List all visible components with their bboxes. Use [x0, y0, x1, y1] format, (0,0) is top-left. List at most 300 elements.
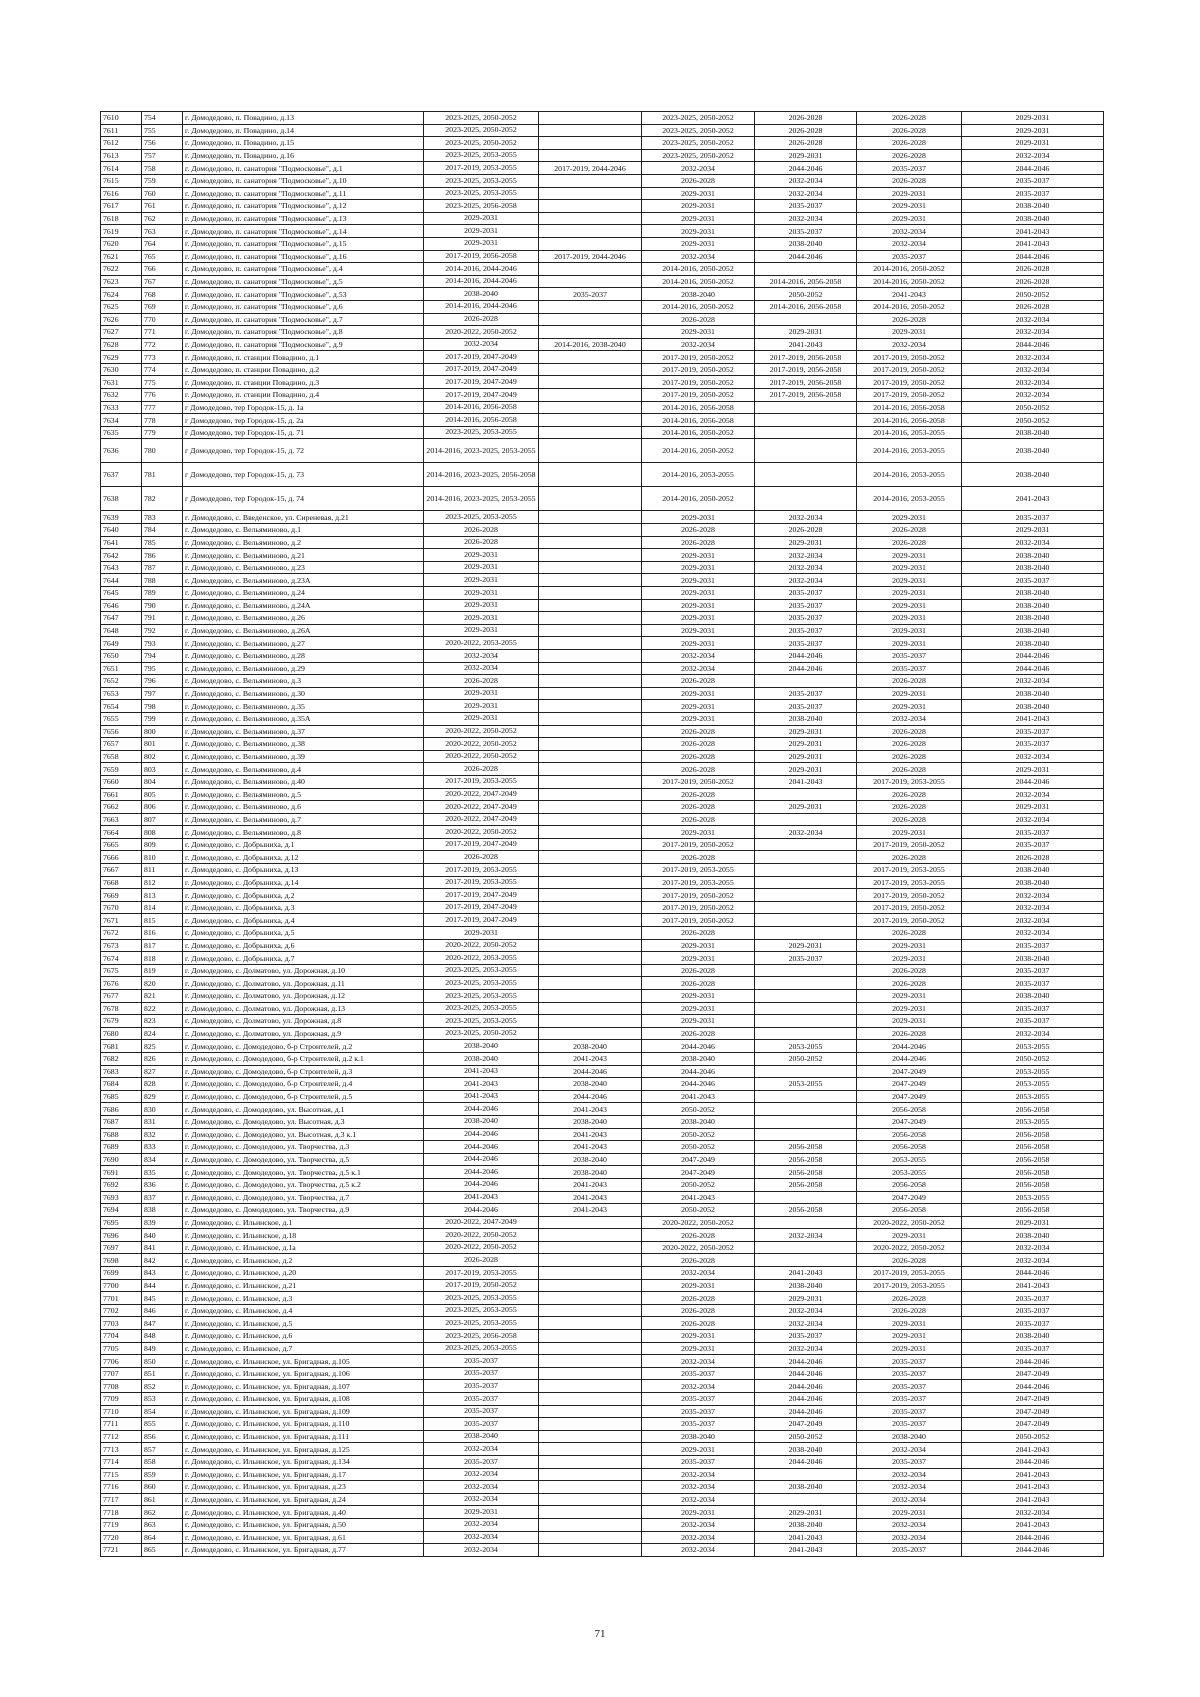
row-number-cell: 7642	[101, 549, 142, 562]
schedule-col-3-cell: 2017-2019, 2050-2052	[642, 838, 755, 851]
schedule-col-4-cell: 2032-2034	[755, 1317, 857, 1330]
address-cell: г. Домодедово, с. Ильинское, ул. Бригадная, д.107	[183, 1380, 424, 1393]
building-id-cell: 781	[142, 463, 183, 487]
schedule-col-2-cell	[539, 801, 642, 814]
schedule-col-6-cell: 2038-2040	[962, 599, 1104, 612]
row-number-cell: 7650	[101, 649, 142, 662]
schedule-col-4-cell	[755, 1468, 857, 1481]
building-id-cell: 863	[142, 1518, 183, 1531]
row-number-cell: 7656	[101, 725, 142, 738]
building-id-cell: 764	[142, 237, 183, 250]
address-cell: г. Домодедово, с. Ильинское, д.5	[183, 1317, 424, 1330]
row-number-cell: 7688	[101, 1128, 142, 1141]
schedule-col-4-cell	[755, 964, 857, 977]
schedule-col-2-cell: 2041-2043	[539, 1178, 642, 1191]
table-row	[101, 1418, 1104, 1431]
table-row	[101, 1065, 1104, 1078]
schedule-col-5-cell: 2029-2031	[857, 826, 962, 839]
schedule-col-2-cell: 2017-2019, 2044-2046	[539, 162, 642, 175]
row-number-cell: 7648	[101, 624, 142, 637]
building-id-cell: 815	[142, 914, 183, 927]
table-row	[101, 864, 1104, 877]
building-id-cell: 841	[142, 1241, 183, 1254]
schedule-col-1-cell: 2044-2046	[424, 1166, 539, 1179]
row-number-cell: 7680	[101, 1027, 142, 1040]
schedule-col-3-cell: 2029-2031	[642, 687, 755, 700]
row-number-cell: 7690	[101, 1153, 142, 1166]
schedule-col-4-cell: 2041-2043	[755, 1531, 857, 1544]
schedule-col-6-cell: 2032-2034	[962, 750, 1104, 763]
address-cell: г. Домодедово, п. санатория "Подмосковье", д.15	[183, 237, 424, 250]
schedule-col-2-cell: 2041-2043	[539, 1052, 642, 1065]
schedule-col-6-cell: 2056-2058	[962, 1166, 1104, 1179]
address-cell: г. Домодедово, с. Домодедово, ул. Высотная, д.3	[183, 1115, 424, 1128]
schedule-col-3-cell: 2029-2031	[642, 952, 755, 965]
schedule-col-1-cell: 2014-2016, 2023-2025, 2053-2055	[424, 487, 539, 511]
schedule-col-3-cell: 2026-2028	[642, 174, 755, 187]
schedule-col-3-cell: 2026-2028	[642, 1292, 755, 1305]
schedule-col-4-cell: 2026-2028	[755, 112, 857, 125]
table-row	[101, 1128, 1104, 1141]
schedule-col-6-cell: 2032-2034	[962, 1506, 1104, 1519]
schedule-col-6-cell: 2044-2046	[962, 649, 1104, 662]
schedule-col-4-cell: 2056-2058	[755, 1204, 857, 1217]
row-number-cell: 7679	[101, 1015, 142, 1028]
schedule-col-1-cell: 2035-2037	[424, 1418, 539, 1431]
schedule-col-5-cell: 2029-2031	[857, 1342, 962, 1355]
schedule-col-2-cell	[539, 511, 642, 524]
address-cell: г. Домодедово, с. Домодедово, ул. Творчества, д.5 к.2	[183, 1178, 424, 1191]
schedule-col-5-cell: 2026-2028	[857, 1292, 962, 1305]
table-row	[101, 162, 1104, 175]
schedule-col-4-cell: 2029-2031	[755, 738, 857, 751]
building-id-cell: 782	[142, 487, 183, 511]
table-row	[101, 977, 1104, 990]
address-cell: г. Домодедово, с. Вельяминово, д.39	[183, 750, 424, 763]
schedule-col-6-cell: 2035-2037	[962, 939, 1104, 952]
schedule-col-5-cell: 2032-2034	[857, 1493, 962, 1506]
building-id-cell: 786	[142, 549, 183, 562]
schedule-col-1-cell: 2044-2046	[424, 1128, 539, 1141]
row-number-cell: 7652	[101, 675, 142, 688]
schedule-col-6-cell: 2035-2037	[962, 1015, 1104, 1028]
schedule-col-3-cell: 2026-2028	[642, 927, 755, 940]
table-row	[101, 200, 1104, 213]
address-cell: г. Домодедово, с. Домодедово, б-р Строителей, д.4	[183, 1078, 424, 1091]
address-cell: г. Домодедово, с. Ильинское, д.4	[183, 1304, 424, 1317]
address-cell: г. Домодедово, с. Вельяминово, д.28	[183, 649, 424, 662]
row-number-cell: 7651	[101, 662, 142, 675]
row-number-cell: 7712	[101, 1430, 142, 1443]
schedule-col-4-cell: 2035-2037	[755, 599, 857, 612]
schedule-col-1-cell: 2038-2040	[424, 1430, 539, 1443]
address-cell: г. Домодедово, с. Ильинское, д.18	[183, 1229, 424, 1242]
table-row	[101, 700, 1104, 713]
table-row	[101, 414, 1104, 427]
row-number-cell: 7689	[101, 1141, 142, 1154]
schedule-col-2-cell	[539, 149, 642, 162]
schedule-col-1-cell: 2014-2016, 2023-2025, 2056-2058	[424, 463, 539, 487]
building-id-cell: 851	[142, 1367, 183, 1380]
schedule-col-3-cell: 2029-2031	[642, 1342, 755, 1355]
schedule-col-4-cell: 2029-2031	[755, 801, 857, 814]
schedule-col-6-cell: 2038-2040	[962, 561, 1104, 574]
schedule-col-4-cell	[755, 263, 857, 276]
schedule-col-6-cell: 2044-2046	[962, 662, 1104, 675]
row-number-cell: 7674	[101, 952, 142, 965]
table-row	[101, 225, 1104, 238]
address-cell: г. Домодедово, с. Ильинское, ул. Бригадная, д.108	[183, 1393, 424, 1406]
address-cell: г. Домодедово, с. Вельяминово, д.38	[183, 738, 424, 751]
schedule-col-1-cell: 2029-2031	[424, 700, 539, 713]
schedule-col-1-cell: 2032-2034	[424, 1443, 539, 1456]
schedule-col-3-cell: 2050-2052	[642, 1103, 755, 1116]
address-cell: г. Домодедово, с. Ильинское, д.2	[183, 1254, 424, 1267]
address-cell: г. Домодедово, с. Ильинское, ул. Бригадная, д.109	[183, 1405, 424, 1418]
schedule-col-2-cell: 2017-2019, 2044-2046	[539, 250, 642, 263]
schedule-col-4-cell: 2035-2037	[755, 624, 857, 637]
row-number-cell: 7627	[101, 326, 142, 339]
row-number-cell: 7716	[101, 1481, 142, 1494]
schedule-col-1-cell: 2023-2025, 2053-2055	[424, 511, 539, 524]
schedule-col-2-cell	[539, 200, 642, 213]
table-row	[101, 338, 1104, 351]
schedule-col-4-cell: 2029-2031	[755, 1506, 857, 1519]
schedule-col-1-cell: 2044-2046	[424, 1141, 539, 1154]
schedule-col-5-cell: 2026-2028	[857, 801, 962, 814]
table-row	[101, 750, 1104, 763]
row-number-cell: 7708	[101, 1380, 142, 1393]
schedule-col-5-cell: 2029-2031	[857, 1506, 962, 1519]
building-id-cell: 756	[142, 137, 183, 150]
schedule-col-6-cell: 2035-2037	[962, 977, 1104, 990]
building-id-cell: 770	[142, 313, 183, 326]
schedule-col-5-cell: 2032-2034	[857, 1468, 962, 1481]
schedule-col-5-cell: 2026-2028	[857, 763, 962, 776]
schedule-col-3-cell: 2026-2028	[642, 1229, 755, 1242]
row-number-cell: 7617	[101, 200, 142, 213]
schedule-col-1-cell: 2023-2025, 2053-2055	[424, 1317, 539, 1330]
schedule-col-1-cell: 2023-2025, 2053-2055	[424, 1002, 539, 1015]
address-cell: г. Домодедово, с. Вельяминово, д.26	[183, 612, 424, 625]
schedule-col-6-cell: 2050-2052	[962, 288, 1104, 301]
schedule-col-1-cell: 2017-2019, 2047-2049	[424, 901, 539, 914]
schedule-col-5-cell: 2017-2019, 2050-2052	[857, 351, 962, 364]
schedule-col-6-cell: 2038-2040	[962, 687, 1104, 700]
address-cell: г Домодедово, тер Городок-15, д. 71	[183, 426, 424, 439]
schedule-col-5-cell: 2035-2037	[857, 1544, 962, 1557]
schedule-col-6-cell: 2041-2043	[962, 1279, 1104, 1292]
table-row	[101, 599, 1104, 612]
row-number-cell: 7668	[101, 876, 142, 889]
table-row	[101, 426, 1104, 439]
address-cell: г. Домодедово, с. Домодедово, б-р Строителей, д.3	[183, 1065, 424, 1078]
row-number-cell: 7704	[101, 1330, 142, 1343]
address-cell: г. Домодедово, с. Ильинское, д.21	[183, 1279, 424, 1292]
schedule-col-1-cell: 2020-2022, 2053-2055	[424, 637, 539, 650]
row-number-cell: 7682	[101, 1052, 142, 1065]
building-id-cell: 837	[142, 1191, 183, 1204]
schedule-col-2-cell	[539, 1405, 642, 1418]
schedule-col-2-cell	[539, 587, 642, 600]
schedule-col-1-cell: 2020-2022, 2053-2055	[424, 952, 539, 965]
schedule-col-6-cell: 2032-2034	[962, 376, 1104, 389]
row-number-cell: 7659	[101, 763, 142, 776]
schedule-col-3-cell: 2023-2025, 2050-2052	[642, 137, 755, 150]
schedule-col-1-cell: 2026-2028	[424, 675, 539, 688]
schedule-col-3-cell: 2026-2028	[642, 675, 755, 688]
schedule-col-3-cell: 2029-2031	[642, 212, 755, 225]
schedule-col-1-cell: 2014-2016, 2023-2025, 2053-2055	[424, 439, 539, 463]
schedule-col-5-cell: 2017-2019, 2050-2052	[857, 838, 962, 851]
schedule-col-1-cell: 2023-2025, 2053-2055	[424, 977, 539, 990]
schedule-col-1-cell: 2032-2034	[424, 1544, 539, 1557]
row-number-cell: 7637	[101, 463, 142, 487]
schedule-col-6-cell: 2032-2034	[962, 813, 1104, 826]
schedule-col-4-cell: 2044-2046	[755, 649, 857, 662]
schedule-col-6-cell: 2041-2043	[962, 225, 1104, 238]
schedule-col-5-cell: 2017-2019, 2050-2052	[857, 901, 962, 914]
schedule-col-2-cell	[539, 1443, 642, 1456]
schedule-col-4-cell: 2050-2052	[755, 1052, 857, 1065]
schedule-col-4-cell: 2032-2034	[755, 1342, 857, 1355]
schedule-col-5-cell: 2041-2043	[857, 288, 962, 301]
schedule-col-5-cell: 2026-2028	[857, 964, 962, 977]
schedule-col-2-cell: 2038-2040	[539, 1153, 642, 1166]
schedule-col-1-cell: 2014-2016, 2044-2046	[424, 275, 539, 288]
building-id-cell: 769	[142, 300, 183, 313]
table-row	[101, 149, 1104, 162]
building-id-cell: 760	[142, 187, 183, 200]
building-id-cell: 757	[142, 149, 183, 162]
table-row	[101, 174, 1104, 187]
schedule-col-1-cell: 2014-2016, 2056-2058	[424, 401, 539, 414]
table-row	[101, 1090, 1104, 1103]
row-number-cell: 7639	[101, 511, 142, 524]
schedule-col-4-cell: 2038-2040	[755, 237, 857, 250]
row-number-cell: 7706	[101, 1355, 142, 1368]
table-row	[101, 624, 1104, 637]
schedule-col-6-cell: 2035-2037	[962, 1292, 1104, 1305]
building-id-cell: 848	[142, 1330, 183, 1343]
schedule-col-5-cell: 2053-2055	[857, 1166, 962, 1179]
schedule-col-1-cell: 2023-2025, 2053-2055	[424, 426, 539, 439]
row-number-cell: 7677	[101, 990, 142, 1003]
address-cell: г. Домодедово, с. Долматово, ул. Дорожная, д.11	[183, 977, 424, 990]
building-id-cell: 777	[142, 401, 183, 414]
schedule-col-4-cell: 2029-2031	[755, 939, 857, 952]
row-number-cell: 7611	[101, 124, 142, 137]
schedule-col-1-cell: 2032-2034	[424, 1481, 539, 1494]
schedule-col-4-cell: 2044-2046	[755, 1455, 857, 1468]
table-row	[101, 1015, 1104, 1028]
address-cell: г. Домодедово, с. Ильинское, д.6	[183, 1330, 424, 1343]
schedule-col-3-cell: 2026-2028	[642, 813, 755, 826]
schedule-col-4-cell: 2044-2046	[755, 1367, 857, 1380]
schedule-col-4-cell	[755, 838, 857, 851]
building-id-cell: 768	[142, 288, 183, 301]
schedule-col-5-cell: 2026-2028	[857, 112, 962, 125]
building-id-cell: 826	[142, 1052, 183, 1065]
address-cell: г. Домодедово, п. Повадино, д.14	[183, 124, 424, 137]
schedule-col-2-cell	[539, 725, 642, 738]
row-number-cell: 7710	[101, 1405, 142, 1418]
schedule-col-1-cell: 2035-2037	[424, 1393, 539, 1406]
schedule-col-6-cell: 2047-2049	[962, 1367, 1104, 1380]
building-id-cell: 765	[142, 250, 183, 263]
schedule-col-3-cell: 2032-2034	[642, 1493, 755, 1506]
schedule-col-5-cell: 2026-2028	[857, 137, 962, 150]
schedule-col-2-cell	[539, 1544, 642, 1557]
address-cell: г. Домодедово, с. Вельяминово, д.24	[183, 587, 424, 600]
building-id-cell: 859	[142, 1468, 183, 1481]
schedule-col-6-cell: 2029-2031	[962, 124, 1104, 137]
row-number-cell: 7672	[101, 927, 142, 940]
building-id-cell: 798	[142, 700, 183, 713]
table-row	[101, 1027, 1104, 1040]
schedule-col-4-cell: 2017-2019, 2056-2058	[755, 363, 857, 376]
schedule-col-2-cell	[539, 426, 642, 439]
table-row	[101, 763, 1104, 776]
address-cell: г. Домодедово, с. Добрыниха, д.7	[183, 952, 424, 965]
building-id-cell: 825	[142, 1040, 183, 1053]
schedule-col-2-cell	[539, 1493, 642, 1506]
schedule-col-5-cell: 2035-2037	[857, 162, 962, 175]
schedule-col-3-cell: 2026-2028	[642, 851, 755, 864]
schedule-col-2-cell	[539, 275, 642, 288]
row-number-cell: 7717	[101, 1493, 142, 1506]
table-row	[101, 1531, 1104, 1544]
table-row	[101, 1330, 1104, 1343]
schedule-col-4-cell: 2032-2034	[755, 1304, 857, 1317]
table-row	[101, 712, 1104, 725]
building-id-cell: 795	[142, 662, 183, 675]
address-cell: г Домодедово, тер Городок-15, д. 1а	[183, 401, 424, 414]
address-cell: г. Домодедово, с. Домодедово, ул. Творчества, д.7	[183, 1191, 424, 1204]
table-row	[101, 1178, 1104, 1191]
schedule-col-5-cell: 2017-2019, 2053-2055	[857, 876, 962, 889]
row-number-cell: 7663	[101, 813, 142, 826]
schedule-col-3-cell: 2032-2034	[642, 1544, 755, 1557]
schedule-col-3-cell: 2029-2031	[642, 1002, 755, 1015]
address-cell: г. Домодедово, с. Вельяминово, д.24А	[183, 599, 424, 612]
building-id-cell: 832	[142, 1128, 183, 1141]
schedule-col-1-cell: 2041-2043	[424, 1191, 539, 1204]
schedule-col-6-cell: 2056-2058	[962, 1153, 1104, 1166]
schedule-col-6-cell: 2035-2037	[962, 1002, 1104, 1015]
address-cell: г. Домодедово, с. Ильинское, ул. Бригадная, д.111	[183, 1430, 424, 1443]
schedule-col-4-cell: 2038-2040	[755, 1443, 857, 1456]
address-cell: г. Домодедово, п. санатория "Подмосковье", д.13	[183, 212, 424, 225]
schedule-col-3-cell: 2032-2034	[642, 162, 755, 175]
row-number-cell: 7676	[101, 977, 142, 990]
schedule-col-2-cell: 2035-2037	[539, 288, 642, 301]
schedule-col-3-cell: 2032-2034	[642, 1531, 755, 1544]
schedule-col-6-cell: 2044-2046	[962, 338, 1104, 351]
schedule-col-1-cell: 2035-2037	[424, 1355, 539, 1368]
row-number-cell: 7696	[101, 1229, 142, 1242]
row-number-cell: 7616	[101, 187, 142, 200]
schedule-col-4-cell	[755, 1027, 857, 1040]
building-id-cell: 794	[142, 649, 183, 662]
address-cell: г. Домодедово, с. Ильинское, ул. Бригадная, д.17	[183, 1468, 424, 1481]
schedule-col-6-cell: 2038-2040	[962, 200, 1104, 213]
building-id-cell: 793	[142, 637, 183, 650]
schedule-col-2-cell	[539, 952, 642, 965]
schedule-col-1-cell: 2020-2022, 2050-2052	[424, 1241, 539, 1254]
schedule-col-3-cell: 2038-2040	[642, 1115, 755, 1128]
schedule-col-2-cell	[539, 914, 642, 927]
table-row	[101, 1141, 1104, 1154]
building-id-cell: 843	[142, 1267, 183, 1280]
schedule-col-3-cell: 2041-2043	[642, 1090, 755, 1103]
building-id-cell: 811	[142, 864, 183, 877]
schedule-col-6-cell: 2032-2034	[962, 914, 1104, 927]
schedule-col-5-cell: 2017-2019, 2050-2052	[857, 914, 962, 927]
schedule-col-4-cell: 2050-2052	[755, 288, 857, 301]
schedule-col-2-cell	[539, 1027, 642, 1040]
schedule-col-3-cell: 2050-2052	[642, 1204, 755, 1217]
schedule-col-5-cell: 2014-2016, 2056-2058	[857, 401, 962, 414]
schedule-col-1-cell: 2017-2019, 2047-2049	[424, 363, 539, 376]
schedule-col-3-cell: 2032-2034	[642, 649, 755, 662]
schedule-col-3-cell: 2023-2025, 2050-2052	[642, 112, 755, 125]
address-cell: г. Домодедово, с. Долматово, ул. Дорожная, д.10	[183, 964, 424, 977]
schedule-col-5-cell: 2026-2028	[857, 738, 962, 751]
schedule-col-6-cell: 2029-2031	[962, 1216, 1104, 1229]
schedule-col-4-cell: 2053-2055	[755, 1078, 857, 1091]
building-id-cell: 813	[142, 889, 183, 902]
table-row	[101, 561, 1104, 574]
schedule-col-2-cell	[539, 927, 642, 940]
row-number-cell: 7695	[101, 1216, 142, 1229]
schedule-col-5-cell: 2029-2031	[857, 637, 962, 650]
schedule-col-3-cell: 2035-2037	[642, 1418, 755, 1431]
schedule-col-3-cell: 2014-2016, 2050-2052	[642, 487, 755, 511]
schedule-col-4-cell: 2029-2031	[755, 1292, 857, 1305]
table-row	[101, 675, 1104, 688]
building-id-cell: 817	[142, 939, 183, 952]
schedule-col-5-cell: 2029-2031	[857, 1002, 962, 1015]
schedule-col-3-cell: 2017-2019, 2050-2052	[642, 363, 755, 376]
schedule-col-1-cell: 2017-2019, 2053-2055	[424, 1267, 539, 1280]
schedule-col-1-cell: 2029-2031	[424, 212, 539, 225]
table-row	[101, 463, 1104, 487]
schedule-col-5-cell: 2053-2055	[857, 1153, 962, 1166]
schedule-col-3-cell: 2044-2046	[642, 1078, 755, 1091]
schedule-col-3-cell: 2029-2031	[642, 599, 755, 612]
schedule-col-1-cell: 2014-2016, 2044-2046	[424, 300, 539, 313]
building-id-cell: 783	[142, 511, 183, 524]
schedule-col-2-cell	[539, 414, 642, 427]
row-number-cell: 7693	[101, 1191, 142, 1204]
schedule-col-3-cell: 2026-2028	[642, 1304, 755, 1317]
schedule-col-2-cell	[539, 574, 642, 587]
schedule-col-1-cell: 2020-2022, 2047-2049	[424, 813, 539, 826]
row-number-cell: 7702	[101, 1304, 142, 1317]
building-id-cell: 767	[142, 275, 183, 288]
schedule-col-3-cell: 2029-2031	[642, 700, 755, 713]
schedule-col-5-cell: 2047-2049	[857, 1065, 962, 1078]
schedule-col-3-cell: 2032-2034	[642, 1518, 755, 1531]
table-row	[101, 901, 1104, 914]
table-row	[101, 237, 1104, 250]
table-row	[101, 738, 1104, 751]
schedule-col-1-cell: 2026-2028	[424, 1254, 539, 1267]
schedule-col-3-cell: 2014-2016, 2056-2058	[642, 414, 755, 427]
schedule-col-6-cell: 2044-2046	[962, 1355, 1104, 1368]
schedule-col-1-cell: 2032-2034	[424, 649, 539, 662]
